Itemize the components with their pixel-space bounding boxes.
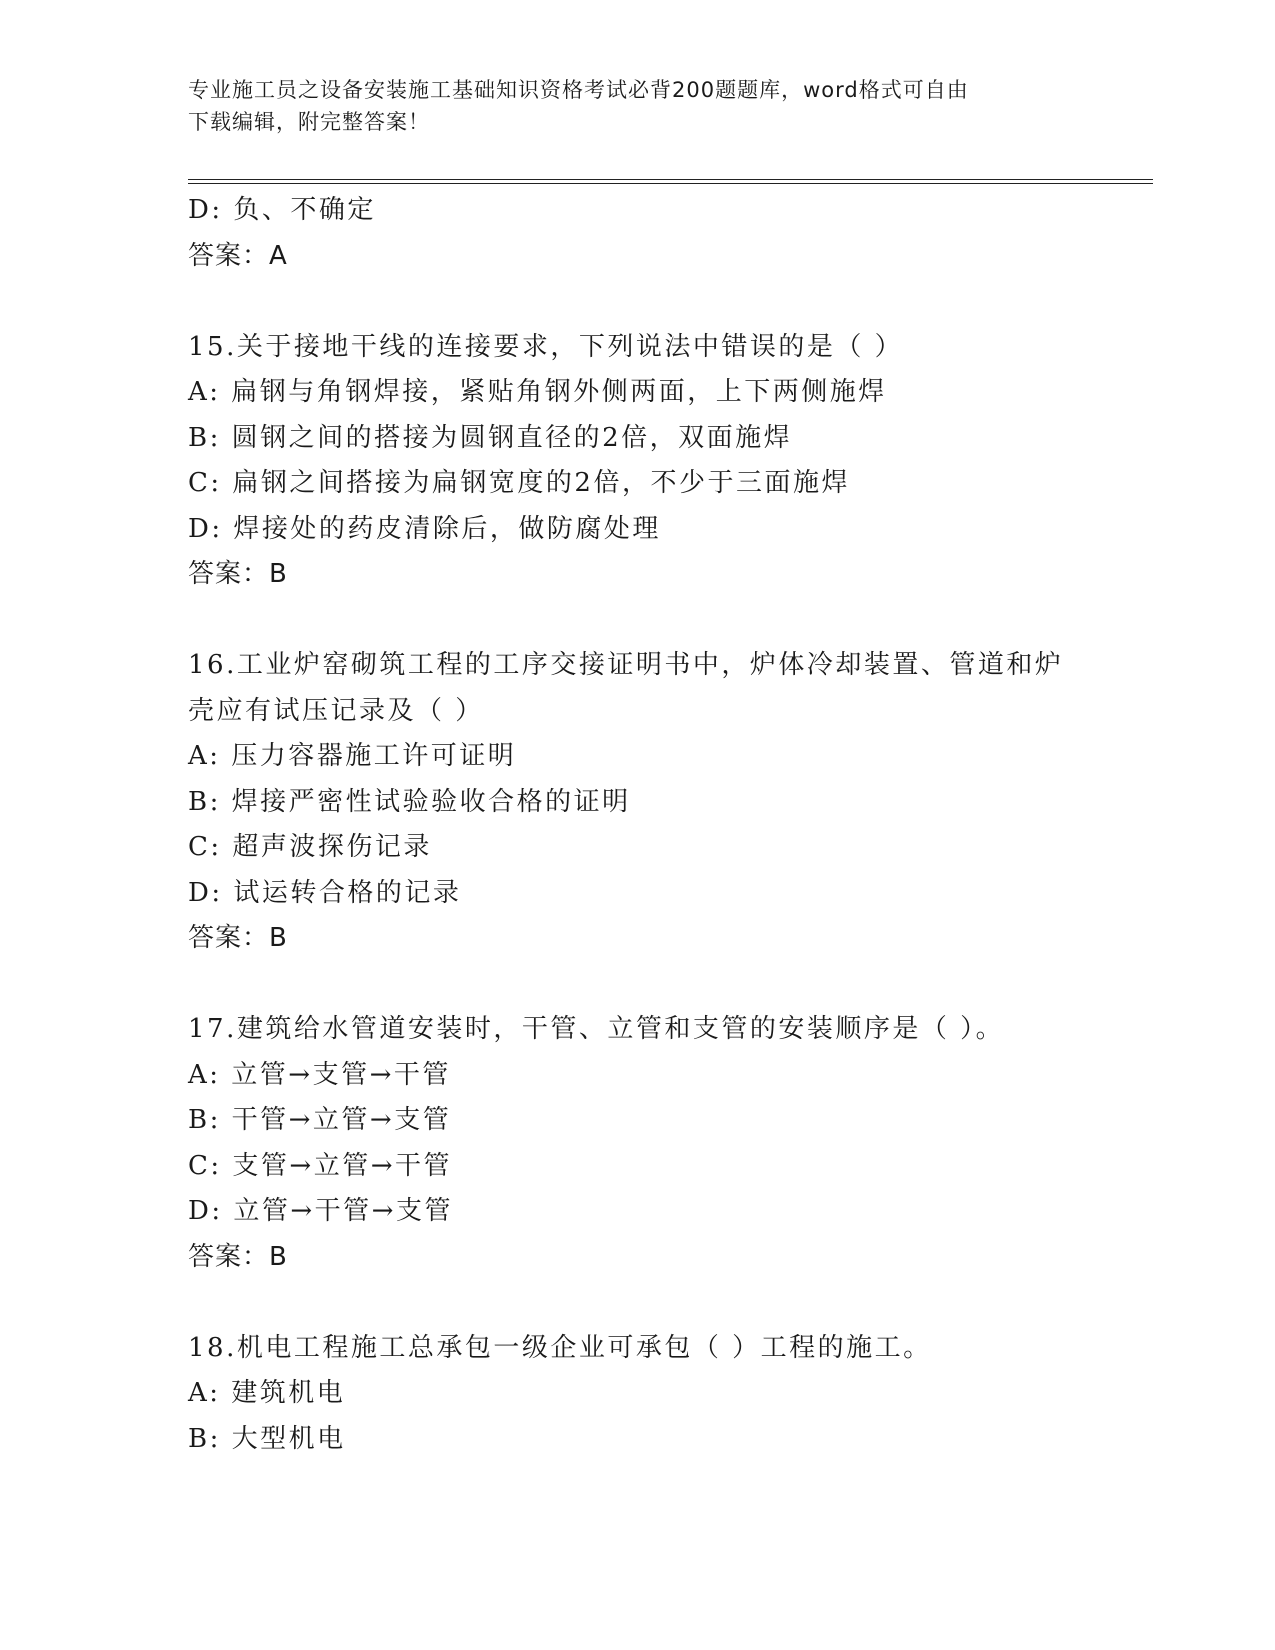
header-rule-bottom	[188, 183, 1153, 184]
question-stem: 17.建筑给水管道安装时，干管、立管和支管的安装顺序是（ ）。	[188, 1014, 1005, 1044]
answer-line: 答案：B	[188, 1241, 288, 1272]
answer-line: 答案：A	[188, 240, 288, 271]
question-list	[188, 188, 1088, 1462]
option-a: A: 压力容器施工许可证明	[188, 741, 517, 771]
option-c: C: 支管→立管→干管	[188, 1150, 452, 1181]
option-a: A: 扁钢与角钢焊接，紧贴角钢外侧两面，上下两侧施焊	[188, 377, 887, 407]
spacer	[188, 962, 1088, 1008]
option-d: D: 试运转合格的记录	[188, 877, 462, 908]
option-d: D: 负、不确定	[188, 195, 376, 225]
spacer	[188, 279, 1088, 325]
answer-line: 答案：B	[188, 923, 288, 953]
spacer	[188, 598, 1088, 644]
option-c: C: 超声波探伤记录	[188, 832, 432, 862]
question-18	[188, 1326, 1088, 1463]
document-header	[188, 74, 1068, 138]
option-b: B: 干管→立管→支管	[188, 1105, 452, 1135]
option-b: B: 大型机电	[188, 1423, 346, 1454]
question-stem: 15.关于接地干线的连接要求，下列说法中错误的是（ ）	[188, 331, 904, 362]
question-stem: 16.工业炉窑砌筑工程的工序交接证明书中，炉体冷却装置、管道和炉	[188, 650, 1064, 680]
question-15	[188, 325, 1088, 598]
header-rule-top	[188, 179, 1153, 180]
option-c: C: 扁钢之间搭接为扁钢宽度的2倍，不少于三面施焊	[188, 468, 850, 498]
header-line-1: 专业施工员之设备安装施工基础知识资格考试必背200题题库，word格式可自由	[188, 78, 969, 102]
option-d: D: 焊接处的药皮清除后，做防腐处理	[188, 513, 661, 544]
option-b: B: 圆钢之间的搭接为圆钢直径的2倍，双面施焊	[188, 422, 793, 453]
spacer	[188, 1280, 1088, 1326]
answer-line: 答案：B	[188, 559, 288, 589]
question-stem: 18.机电工程施工总承包一级企业可承包（ ）工程的施工。	[188, 1332, 932, 1363]
option-a: A: 建筑机电	[188, 1378, 346, 1408]
option-b: B: 焊接严密性试验验收合格的证明	[188, 786, 631, 817]
option-d: D: 立管→干管→支管	[188, 1196, 453, 1226]
question-16	[188, 643, 1088, 962]
question-stem-continued: 壳应有试压记录及（ ）	[188, 695, 484, 726]
question-17	[188, 1007, 1088, 1280]
option-a: A: 立管→支管→干管	[188, 1059, 451, 1090]
header-line-2: 下载编辑，附完整答案！	[188, 110, 430, 134]
